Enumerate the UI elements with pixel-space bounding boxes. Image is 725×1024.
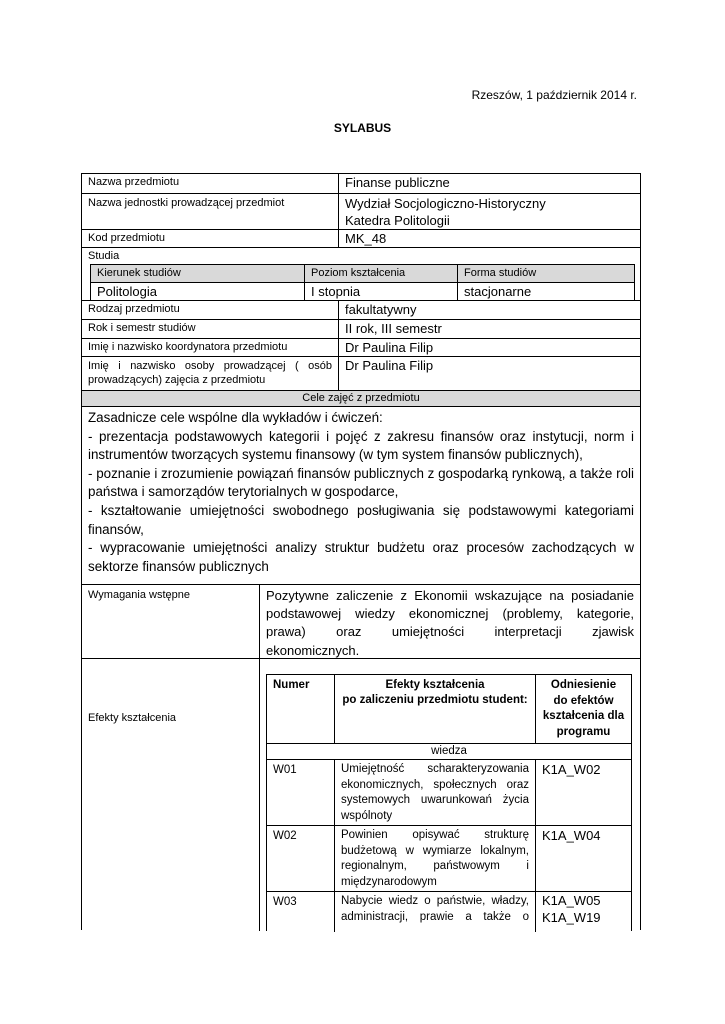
cele-line: państwa i samorządów terytorialnych w gospodarce, [88,484,399,500]
odn-line: programu [556,725,611,738]
efekt-line: wspólnoty [341,809,393,822]
efekt-line: międzynarodowym [341,875,437,888]
label-wymagania: Wymagania wstępne [82,584,259,658]
value-rodzaj: fakultatywny [338,300,640,319]
efekt-line: systemowych uwarunkowań życia [341,794,529,806]
syllabus-table [81,173,641,930]
efekty-desc-w02 [334,825,535,891]
cele-header: Cele zajęć z przedmiotu [82,390,640,406]
ref-code: K1A_W02 [542,762,601,777]
efekty-header-odniesienie [535,675,631,743]
value-kod: MK_48 [338,229,640,247]
value-koordynator: Dr Paulina Filip [338,338,640,356]
efekt-line: administracji, prawie a także o [341,910,529,923]
efekty-desc-w01 [334,759,535,825]
label-koordynator: Imię i nazwisko koordynatora przedmiotu [82,338,338,356]
label-rodzaj: Rodzaj przedmiotu [82,300,338,319]
efekt-line: Umiejętność scharakteryzowania [341,763,529,775]
label-prowadzacy [82,356,338,390]
efekty-header-efekty-line2: po zaliczeniu przedmiotu student: [342,694,528,706]
wymagania-line: podstawowej wiedzy ekonomicznej (problemy, kategorie, [266,606,634,622]
efekty-header-numer: Numer [273,679,310,691]
efekty-ref-w02 [535,825,631,891]
efekty-table [266,674,632,931]
cele-line: - prezentacja podstawowych kategorii i pojęć z zakresu finansów oraz instytucji, norm i [88,428,634,444]
wymagania-line: ekonomicznych. [266,642,360,658]
prowadzacy-label-line1: Imię i nazwisko osoby prowadzącej ( osób [88,360,332,372]
efekty-num-w01: W01 [267,759,334,825]
cele-body [82,406,640,584]
ref-code: K1A_W04 [542,828,601,843]
efekty-desc-w03 [334,891,535,932]
efekty-num-w03: W03 [267,891,334,932]
jednostka-wydzial: Wydział Socjologiczno-Historyczny [345,196,546,211]
ref-code: K1A_W19 [542,909,601,925]
cele-line: - poznanie i zrozumienie powiązań finansów publicznych z gospodarką rynkową, a także roli [88,465,634,481]
efekty-header-efekty [334,675,535,743]
cele-line: Zasadnicze cele wspólne dla wykładów i ćwiczeń: [88,410,383,425]
efekty-num-w02: W02 [267,825,334,891]
efekt-line: ekonomicznych, społecznych oraz [341,778,529,791]
ref-code: K1A_W05 [542,893,601,908]
value-prowadzacy: Dr Paulina Filip [338,356,640,390]
studia-value-kierunek: Politologia [91,282,304,300]
document-title: SYLABUS [333,121,392,135]
studia-header-forma: Forma studiów [457,265,634,282]
efekty-ref-w01 [535,759,631,825]
odn-line: kształcenia dla [542,710,625,722]
efekt-line: budżetową w wymiarze lokalnym, [341,844,529,857]
studia-header-poziom: Poziom kształcenia [304,265,457,282]
value-rok: II rok, III semestr [338,319,640,338]
cele-line: - kształtowanie umiejętności swobodnego posługiwania się podstawowymi kategoriami [88,502,634,518]
cele-line: instrumentów tworzących systemu finansowy (w tym system finansów publicznych), [88,447,583,463]
studia-value-poziom: I stopnia [304,282,457,300]
value-jednostka [338,193,640,229]
efekty-ref-w03 [535,891,631,932]
efekt-line: Nabycie wiedz o państwie, władzy, [341,895,529,907]
document-date: Rzeszów, 1 październik 2014 r. [471,88,637,102]
odn-line: do efektów [553,694,614,707]
odn-line: Odniesienie [550,679,617,691]
jednostka-katedra: Katedra Politologii [345,213,450,228]
studia-table [90,264,635,300]
efekty-section-wiedza: wiedza [267,743,631,759]
value-nazwa-przedmiotu: Finanse publiczne [338,174,640,193]
label-rok: Rok i semestr studiów [82,319,338,338]
wymagania-line: Pozytywne zaliczenie z Ekonomii wskazujące na posiadanie [266,588,634,603]
studia-header-kierunek: Kierunek studiów [91,265,304,282]
cele-line: sektorze finansów publicznych [88,558,269,574]
value-wymagania [259,584,640,658]
cele-line: finansów, [88,521,144,537]
label-efekty: Efekty kształcenia [82,658,259,931]
label-studia: Studia [82,247,640,264]
efekt-line: Powinien opisywać strukturę [341,829,529,841]
wymagania-line: prawa) oraz umiejętności interpretacji zjawisk [266,624,634,640]
prowadzacy-label-line2: prowadzących) zajęcia z przedmiotu [88,374,266,386]
label-nazwa-przedmiotu: Nazwa przedmiotu [88,176,180,188]
cele-line: - wypracowanie umiejętności analizy struktur budżetu oraz procesów zachodzących w [88,540,634,556]
efekt-line: regionalnym, państwowym i [341,860,529,872]
label-kod: Kod przedmiotu [82,229,338,247]
efekty-header-efekty-line1: Efekty kształcenia [385,679,485,691]
studia-value-forma: stacjonarne [457,282,634,300]
label-jednostka: Nazwa jednostki prowadzącej przedmiot [82,193,338,229]
